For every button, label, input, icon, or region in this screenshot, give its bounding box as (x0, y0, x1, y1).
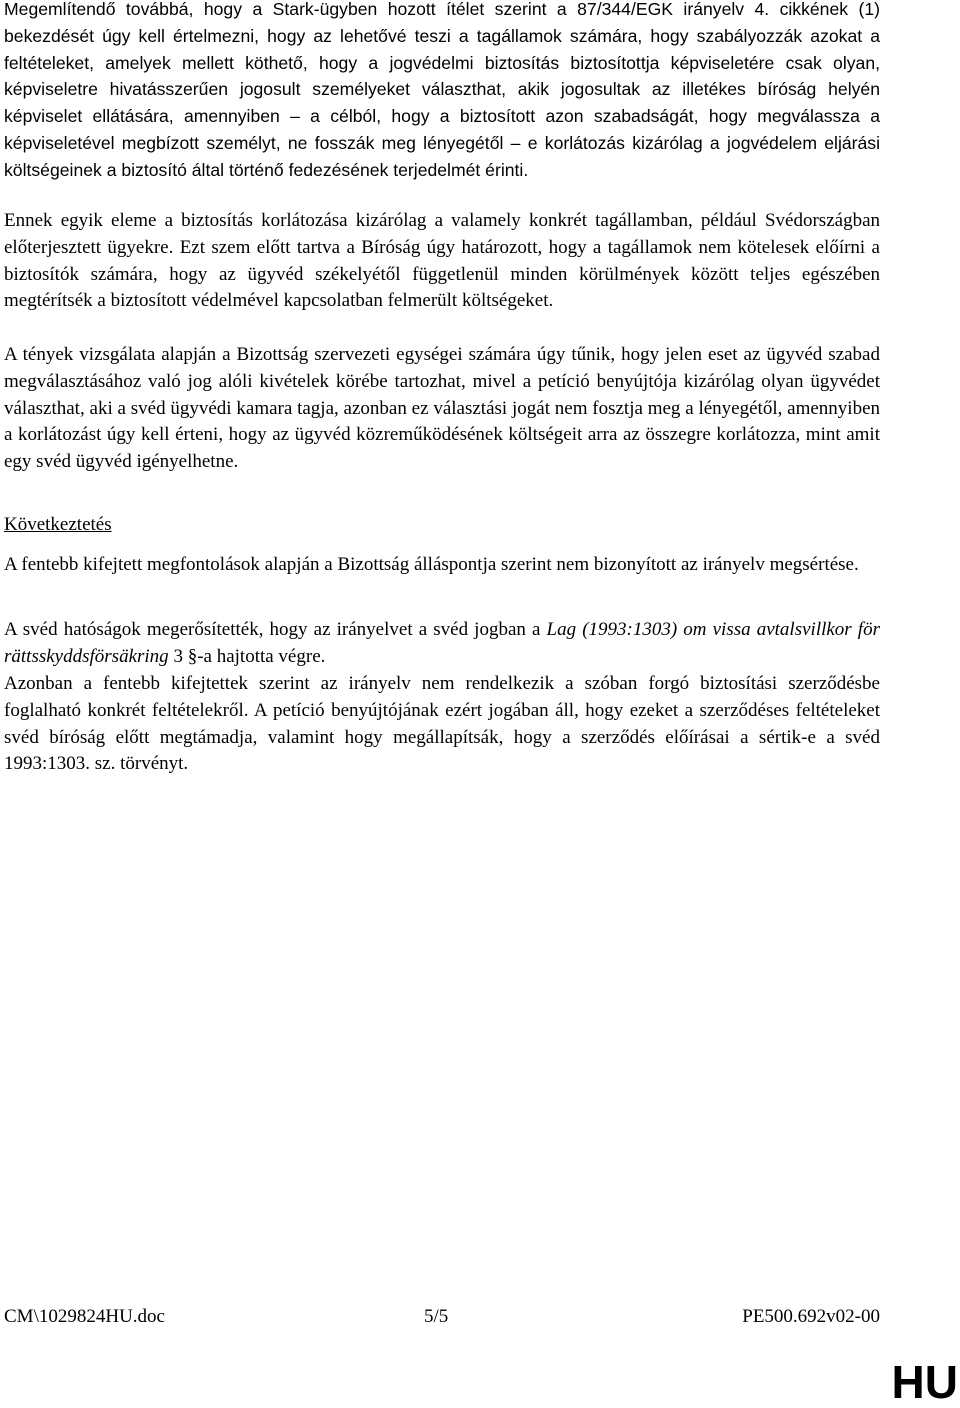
footer-document-reference: CM\1029824HU.doc (4, 1306, 165, 1327)
paragraph-stark-judgment: Megemlítendő továbbá, hogy a Stark-ügyben hozott ítélet szerint a 87/344/EGK irányelv 4. cikkének (1) bekezdését úgy kell értelmezni, hogy az lehetővé teszi a tagállamok számára, hogy szabályozzák azokat a feltételeket, amelyek mellett köthető, hogy a jogvédelmi biztosítás biztosítottja képviseletére csak olyan, képviseletre hivatásszerűen jogosult személyeket választhat, akik jogosultak az illetékes bíróság helyén képviselet ellátására, amennyiben – a célból, hogy a biztosított azon szabadságát, hogy megválassza a képviseletével megbízott személyt, ne fosszák meg lényegétől – e korlátozás kizárólag a jogvédelem eljárási költségeinek a biztosító által történő fedezésének terjedelmét érinti. (4, 0, 880, 180)
paragraph-insurance-limitation: Ennek egyik eleme a biztosítás korlátozása kizárólag a valamely konkrét tagállamban, például Svédországban előterjesztett ügyekre. Ezt szem előtt tartva a Bíróság úgy határozott, hogy a tagállamok nem kötelesek előírni a biztosítók számára, hogy az ügyvéd székelyétől függetlenül minden körülmények között teljes egészében megtérítsék a biztosított védelmével kapcsolatban felmerült költségeket. (4, 210, 880, 312)
paragraph-contract-terms: Azonban a fentebb kifejtettek szerint az irányelv nem rendelkezik a szóban forgó biztosítási szerződésbe foglalható konkrét feltételekről. A petíció benyújtójának ezért jogában áll, hogy ezeket a szerződéses feltételeket svéd bíróság előtt megtámadja, valamint hogy megállapítsák, hogy a szerződés előírásai a sértik-e a svéd 1993:1303. sz. törvényt. (4, 673, 880, 775)
swedish-law-text-before: A svéd hatóságok megerősítették, hogy az irányelvet a svéd jogban a (4, 619, 547, 640)
language-code: HU (891, 1356, 958, 1408)
paragraph-conclusion: A fentebb kifejtett megfontolások alapján a Bizottság álláspontja szerint nem bizonyított az irányelv megsértése. (4, 554, 859, 575)
swedish-law-text-after: 3 §-a hajtotta végre. (168, 645, 326, 667)
paragraph-facts-assessment: A tények vizsgálata alapján a Bizottság szervezeti egységei számára úgy tűnik, hogy jelen eset az ügyvéd szabad megválasztásához való jog alóli kivételek körébe tartozhat, mivel a petíció benyújtója kizárólag olyan ügyvédet választhat, aki a svéd ügyvédi kamara tagja, azonban ez választási jogát nem fosztja meg a lényegétől, amennyiben a korlátozást úgy kell érteni, hogy az ügyvéd közreműködésének költségeit arra az összegre korlátozza, mint amit egy svéd ügyvéd igényelhetne. (4, 344, 880, 473)
section-heading-conclusion: Következtetés (4, 514, 112, 535)
footer-page-number: 5/5 (424, 1306, 449, 1327)
swedish-law-title: Lag (1993:1303) om vissa avtalsvillkor för rättsskyddsförsäkring (4, 619, 880, 667)
footer-pe-reference: PE500.692v02-00 (742, 1306, 880, 1327)
paragraph-swedish-law (4, 617, 880, 671)
